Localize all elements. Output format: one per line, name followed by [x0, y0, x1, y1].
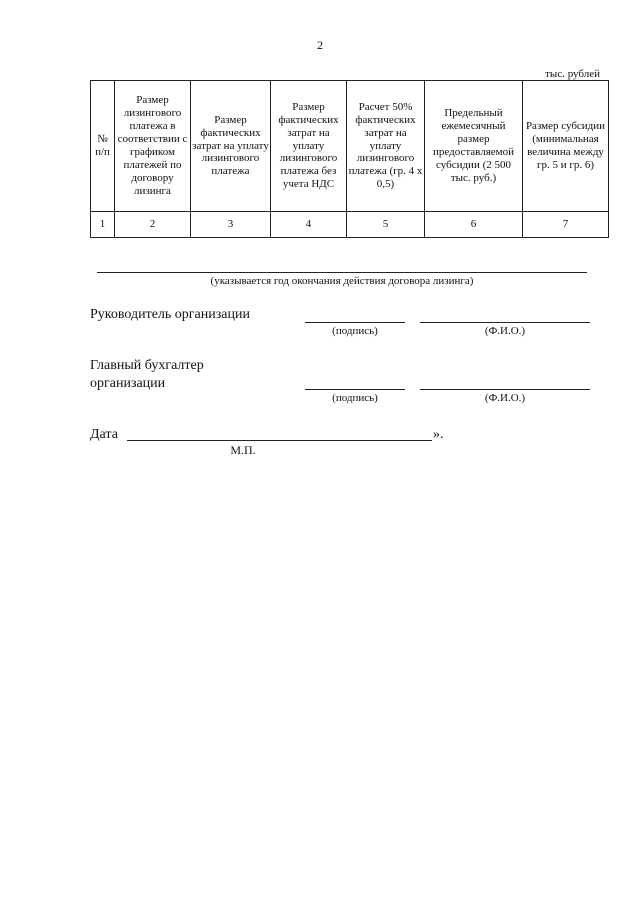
column-number-cell: 5: [347, 212, 425, 238]
column-number-cell: 7: [523, 212, 609, 238]
chief-accountant-label-line1: Главный бухгалтер: [90, 358, 204, 373]
accountant-name-line[interactable]: [420, 389, 590, 390]
head-name-line[interactable]: [420, 322, 590, 323]
header-cell-fifty-percent: Расчет 50% фактических затрат на уплату лизингового платежа (гр. 4 х 0,5): [347, 81, 425, 212]
lease-end-note: (указывается год окончания действия договора лизинга): [210, 275, 474, 287]
column-number-cell: 1: [91, 212, 115, 238]
date-closing: ».: [433, 427, 444, 442]
header-cell-costs-without-vat: Размер фактических затрат на уплату лизингового платежа без учета НДС: [271, 81, 347, 212]
column-number-cell: 4: [271, 212, 347, 238]
head-of-org-label: Руководитель организации: [90, 307, 250, 322]
column-number-cell: 6: [425, 212, 523, 238]
table-row: [91, 212, 609, 238]
head-signature-caption: (подпись): [332, 325, 378, 337]
date-line[interactable]: [127, 440, 432, 441]
accountant-signature-line[interactable]: [305, 389, 405, 390]
units-label: тыс. рублей: [545, 68, 600, 80]
table-header-row: [91, 81, 609, 212]
head-name-caption: (Ф.И.О.): [484, 325, 526, 337]
head-signature-line[interactable]: [305, 322, 405, 323]
page-number: 2: [317, 38, 323, 52]
subsidy-calculation-table: [90, 80, 609, 238]
date-label: Дата: [90, 427, 118, 442]
header-cell-lease-payment: Размер лизингового платежа в соответствии с графиком платежей по договору лизинга: [115, 81, 191, 212]
header-cell-max-subsidy: Предельный ежемесячный размер предоставляемой субсидии (2 500 тыс. руб.): [425, 81, 523, 212]
accountant-name-caption: (Ф.И.О.): [484, 392, 526, 404]
column-number-cell: 3: [191, 212, 271, 238]
column-number-cell: 2: [115, 212, 191, 238]
chief-accountant-label-line2: организации: [90, 375, 166, 391]
lease-end-line[interactable]: [97, 272, 587, 273]
header-cell-subsidy-amount: Размер субсидии (минимальная величина между гр. 5 и гр. 6): [523, 81, 609, 212]
stamp-placeholder: М.П.: [230, 443, 256, 457]
accountant-signature-caption: (подпись): [332, 392, 378, 404]
header-cell-number: № п/п: [91, 81, 115, 212]
header-cell-actual-costs: Размер фактических затрат на уплату лизингового платежа: [191, 81, 271, 212]
chief-accountant-label: [90, 357, 204, 392]
